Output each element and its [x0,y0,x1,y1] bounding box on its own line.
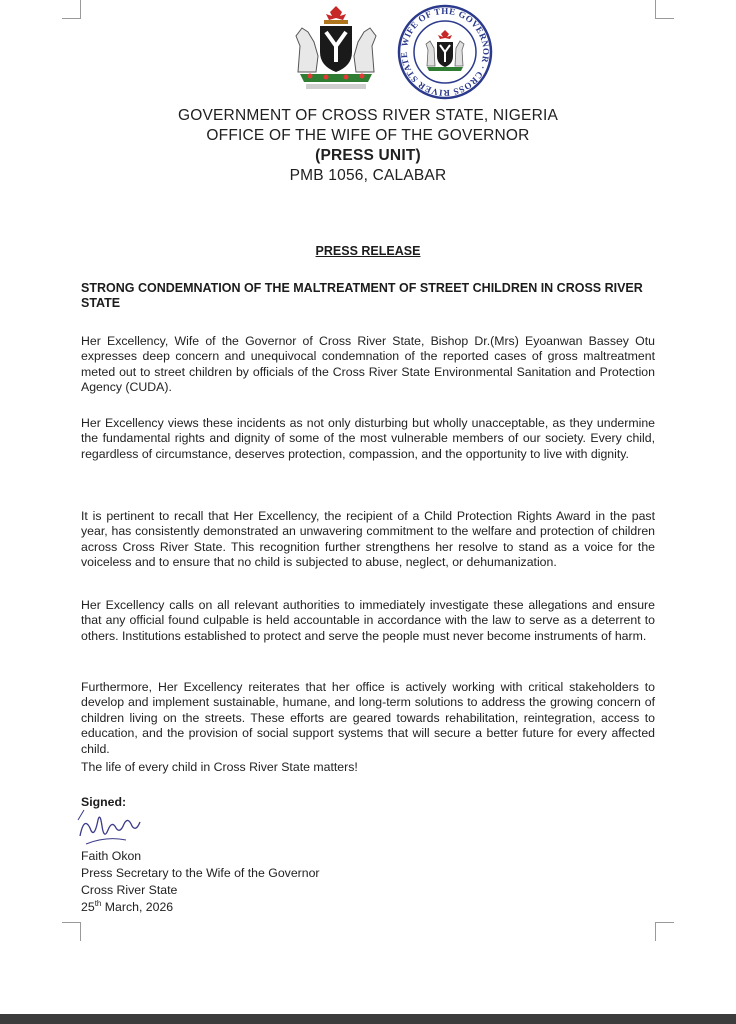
shield-icon [320,26,352,72]
signed-label: Signed: [81,795,127,809]
letterhead-office: OFFICE OF THE WIFE OF THE GOVERNOR [206,127,530,144]
signatory-organization: Cross River State [81,883,178,897]
press-release-heading: PRESS RELEASE [315,244,421,258]
date-month-year: March, 2026 [101,900,174,914]
signatory-name: Faith Okon [81,849,142,863]
handwritten-signature [76,806,146,850]
body-paragraph-2: Her Excellency views these incidents as not only disturbing but wholly unacceptable, as they undermine the fundamental rights and dignity of some of the most vulnerable members of our society. Every child, regardless of circumstance, deserves protection, compassion, and the opportunity to live with dignity. [81,416,655,461]
letterhead-address: PMB 1056, CALABAR [289,167,447,184]
crop-mark-top-left [62,0,81,19]
horse-left-icon [296,28,318,72]
seal-ring-text: WIFE OF THE GOVERNOR · CROSS RIVER STATE [398,5,492,99]
coat-of-arms-emblem [286,2,386,90]
body-paragraph-1: Her Excellency, Wife of the Governor of Cross River State, Bishop Dr.(Mrs) Eyoanwan Bassey Otu expresses deep concern and unequivocal condemnation of the reported cases of gross maltreatment meted out to street children by officials of the Cross River State Environmental Sanitation and Protection Agency (CUDA). [81,334,655,395]
body-paragraph-5: Furthermore, Her Excellency reiterates that her office is actively working with critical stakeholders to develop and implement sustainable, humane, and long-term solutions to address the growing concern of children living on the streets. These efforts are geared towards rehabilitation, reintegration, access to education, and the provision of social support systems that will secure a better future for every affected child. [81,680,655,756]
body-paragraph-3: It is pertinent to recall that Her Excellency, the recipient of a Child Protection Rights Award in the past year, has consistently demonstrated an unwavering commitment to the welfare and protection of children across Cross River State. This recognition further strengthens her resolve to stand as a voice for the voiceless and to ensure that no child is subjected to abuse, neglect, or dehumanization. [81,509,655,570]
release-date [81,899,320,916]
crop-mark-top-right [655,0,674,19]
signatory-title: Press Secretary to the Wife of the Governor [81,866,320,880]
closing-line: The life of every child in Cross River State matters! [81,760,358,774]
date-day: 25 [81,900,95,914]
date-suffix: th [94,899,102,908]
letterhead [0,106,736,186]
bottom-bar [0,1014,736,1024]
body-paragraph-4: Her Excellency calls on all relevant authorities to immediately investigate these allegations and ensure that any official found culpable is held accountable in accordance with the law to serve as a deterrent to others. Institutions established to protect and serve the people must never become instruments of harm. [81,598,655,643]
release-subject: STRONG CONDEMNATION OF THE MALTREATMENT OF STREET CHILDREN IN CROSS RIVER STATE [81,281,643,310]
horse-right-icon [354,28,376,72]
signature-block [81,848,320,916]
mini-shield-icon [437,42,453,67]
office-seal-emblem [395,4,495,100]
motto-ribbon [306,84,366,89]
letterhead-government: GOVERNMENT OF CROSS RIVER STATE, NIGERIA [177,107,559,124]
crop-mark-bottom-right [655,922,674,941]
letterhead-press-unit: (PRESS UNIT) [315,147,421,164]
base-flowers-icon [300,74,372,83]
eagle-icon [324,6,348,24]
crop-mark-bottom-left [62,922,81,941]
